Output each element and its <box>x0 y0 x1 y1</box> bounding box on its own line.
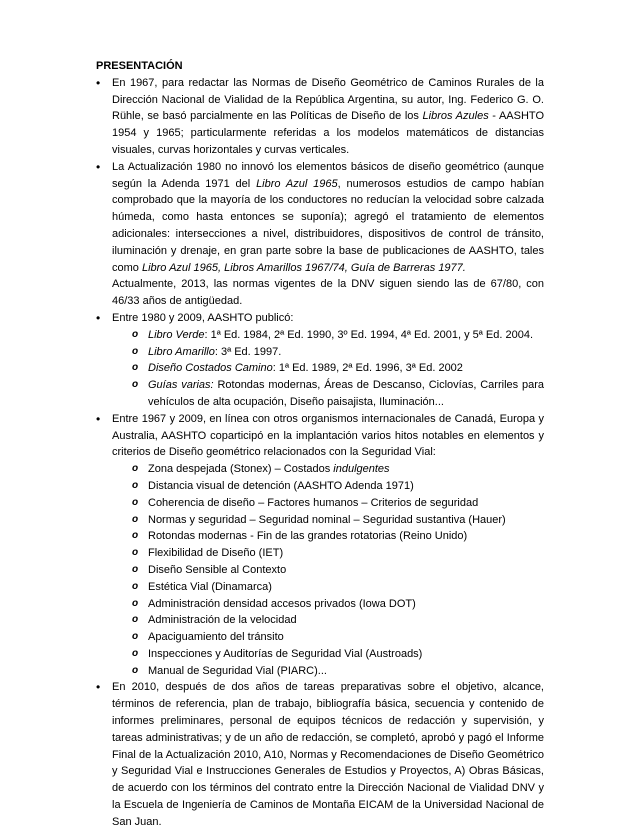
sub-list-item <box>112 327 544 344</box>
sub-list-item <box>112 360 544 377</box>
sub-item-text: : 1ª Ed. 1989, 2ª Ed. 1996, 3ª Ed. 2002 <box>272 362 463 375</box>
sub-list-item: o Estética Vial (Dinamarca) <box>112 579 544 596</box>
sub-list-item <box>112 344 544 361</box>
italic-label: Diseño Costados Camino <box>148 362 273 375</box>
bullet-paragraph <box>112 159 544 277</box>
bullet-text: - AASHTO 1954 y 1965; particularmente referidas a los modelos matemáticos de distancias visuales, curvas horizontales y curvas verticales. <box>112 110 544 156</box>
sub-list-item <box>112 461 544 478</box>
bullet-paragraph: Actualmente, 2013, las normas vigentes de la DNV siguen siendo las de 67/80, con 46/33 años de antigüedad. <box>112 278 544 308</box>
sub-list-item: o Coherencia de diseño – Factores humanos – Criterios de seguridad <box>112 495 544 512</box>
bullet-item-1980-update <box>96 159 544 310</box>
bullet-item-1967-rules <box>96 75 544 159</box>
bullet-item-aashto-publications <box>96 310 544 411</box>
bullet-text: , numerosos estudios de campo habían comprobado que la mayoría de los conductores no reducían la velocidad sobre calzada húmeda, como hasta entonces se suponía); agregó el tratamiento de elementos adicionales: intersecciones a nivel, distribuidores, dispositivos de control de tránsito, iluminación y drenaje, en gran parte sobre la base de publicaciones de AASHTO, tales como <box>112 177 544 274</box>
bullet-text: En 2010, después de dos años de tareas preparativas sobre el objetivo, alcance, términos de referencia, plan de trabajo, bibliografía básica, secuencia y contenido de informes preliminares, personal de equipos técnicos de redacción y supervisión, y tareas administrativas; y de un año de redacción, se completó, aprobó y pagó el Informe Final de la Actualización 2010, A10, Normas y Recomendaciones de Diseño Geométrico y Seguridad Vial e Instrucciones Generales de Estudios y Proyectos, A) Obras Básicas, de acuerdo con los términos del contrato entre la Dirección Nacional de Vialidad DNV y la Escuela de Ingeniería de Caminos de Montaña EICAM de la Universidad Nacional de San Juan. <box>112 681 544 828</box>
italic-text: Libros Azules <box>422 110 489 123</box>
sub-list-item: o Manual de Seguridad Vial (PIARC)... <box>112 663 544 680</box>
sub-list <box>112 327 544 411</box>
sub-list-item: o Apaciguamiento del tránsito <box>112 629 544 646</box>
sub-list-item: o Flexibilidad de Diseño (IET) <box>112 545 544 562</box>
italic-text: Libro Azul 1965, Libros Amarillos 1967/74, Guía de Barreras 1977. <box>141 261 466 274</box>
bullet-item-road-safety-milestones <box>96 411 544 680</box>
italic-label: Guías varias: <box>148 379 214 392</box>
document-page <box>96 58 544 831</box>
sub-list-item: o Administración densidad accesos privados (Iowa DOT) <box>112 596 544 613</box>
bullet-item-2010-update <box>96 679 544 830</box>
sub-list-item <box>112 377 544 411</box>
sub-item-text: Rotondas modernas, Áreas de Descanso, Ciclovías, Carriles para vehículos de alta ocupación, Diseño paisajista, Iluminación... <box>148 379 544 408</box>
bullet-text: La Actualización 1980 no innovó los elementos básicos de diseño geométrico (aunque según la Adenda 1971 del <box>112 160 544 190</box>
bullet-text: Entre 1967 y 2009, en línea con otros organismos internacionales de Canadá, Europa y Australia, AASHTO coparticipó en la implantación varios hitos notables en elementos y criterios de Diseño geométrico relacionados con la Seguridad Vial: <box>112 412 544 459</box>
sub-item-text: : 3ª Ed. 1997. <box>214 345 282 358</box>
italic-text: Libro Azul 1965 <box>256 177 338 190</box>
sub-list-item: o Normas y seguridad – Seguridad nominal – Seguridad sustantiva (Hauer) <box>112 512 544 529</box>
sub-list-item: o Rotondas modernas - Fin de las grandes rotatorias (Reino Unido) <box>112 528 544 545</box>
bullet-text: En 1967, para redactar las Normas de Diseño Geométrico de Caminos Rurales de la Dirección Nacional de Vialidad de la República Argentina, su autor, Ing. Federico G. O. Rühle, se basó parcialmente en las Políticas de Diseño de los <box>112 76 544 123</box>
sub-list-item: o Diseño Sensible al Contexto <box>112 562 544 579</box>
italic-text: indulgentes <box>333 463 390 476</box>
sub-list-item: o Distancia visual de detención (AASHTO Adenda 1971) <box>112 478 544 495</box>
bullet-list <box>96 75 544 831</box>
sub-item-text: : 1ª Ed. 1984, 2ª Ed. 1990, 3º Ed. 1994, 4ª Ed. 2001, y 5ª Ed. 2004. <box>204 328 534 341</box>
sub-list <box>112 461 544 679</box>
section-heading: PRESENTACIÓN <box>96 60 183 72</box>
sub-item-text: Zona despejada (Stonex) – Costados <box>148 463 334 476</box>
italic-label: Libro Verde <box>148 328 205 341</box>
bullet-text: Entre 1980 y 2009, AASHTO publicó: <box>112 311 294 324</box>
italic-label: Libro Amarillo <box>148 345 215 358</box>
sub-list-item: o Administración de la velocidad <box>112 612 544 629</box>
sub-list-item: o Inspecciones y Auditorías de Seguridad Vial (Austroads) <box>112 646 544 663</box>
